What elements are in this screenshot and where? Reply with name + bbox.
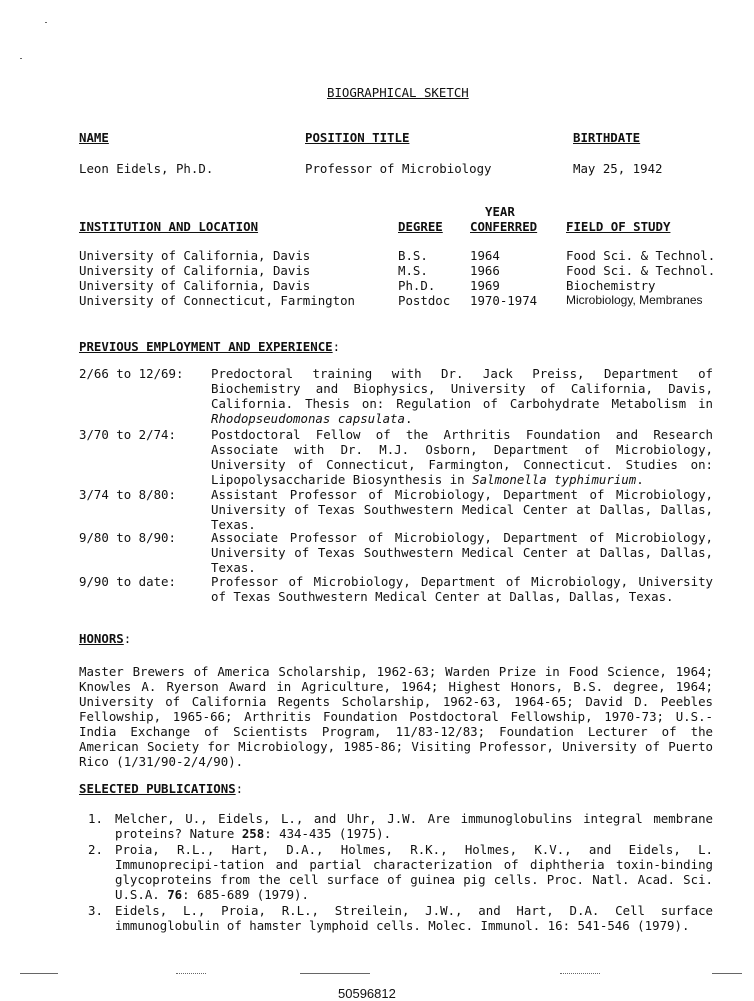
position-header: POSITION TITLE — [305, 130, 410, 145]
employment-description: Predoctoral training with Dr. Jack Preiss, Department of Biochemistry and Biophysics, University of California, Davis, California. Thesis on: Regulation of Carbohydrate Metabolism in Rhodopseudomonas capsulata. — [211, 366, 713, 426]
scan-mark — [20, 973, 58, 974]
person-position: Professor of Microbiology — [305, 161, 492, 176]
degree-header: DEGREE — [398, 219, 443, 234]
edu-degree: Postdoc — [398, 293, 451, 308]
honors-text: Master Brewers of America Scholarship, 1962-63; Warden Prize in Food Science, 1964; Knowles A. Ryerson Award in Agriculture, 1964; Highest Honors, B.S. degree, 1964; University of California Regents Scholarship, 1962-63, 1964-65; David D. Peebles Fellowship, 1965-66; Arthritis Foundation Postdoctoral Fellowship, 1970-73; U.S.-India Exchange of Scientists Program, 11/83-12/83; Foundation Lecturer of the American Society for Microbiology, 1985-86; Visiting Professor, University of Puerto Rico (1/31/90-2/4/90). — [79, 664, 713, 769]
year-header-bottom: CONFERRED — [470, 219, 538, 234]
publication-citation: Proia, R.L., Hart, D.A., Holmes, R.K., Holmes, K.V., and Eidels, L. Immunoprecipi-tation and partial characterization of diphtheria toxin-binding glycoproteins from the cell surface of guinea pig cells. Proc. Natl. Acad. Sci. U.S.A. 76: 685-689 (1979). — [115, 842, 713, 902]
scan-mark — [712, 973, 742, 974]
edu-year: 1969 — [470, 278, 500, 293]
edu-year: 1964 — [470, 248, 500, 263]
edu-degree: M.S. — [398, 263, 428, 278]
person-name: Leon Eidels, Ph.D. — [79, 161, 214, 176]
employment-dates: 9/80 to 8/90: — [79, 530, 176, 545]
employment-heading: PREVIOUS EMPLOYMENT AND EXPERIENCE: — [79, 339, 341, 354]
scan-mark — [300, 973, 370, 974]
employment-dates: 3/74 to 8/80: — [79, 487, 176, 502]
employment-description: Postdoctoral Fellow of the Arthritis Foundation and Research Associate with Dr. M.J. Osborn, Department of Microbiology, University of Connecticut, Farmington, Connecticut. Studies on: Lipopolysaccharide Biosynthesis in Salmonella typhimurium. — [211, 427, 713, 487]
edu-degree: Ph.D. — [398, 278, 436, 293]
employment-dates: 2/66 to 12/69: — [79, 366, 184, 381]
publications-heading: SELECTED PUBLICATIONS: — [79, 781, 244, 796]
edu-institution: University of California, Davis — [79, 263, 311, 278]
publication-citation: Eidels, L., Proia, R.L., Streilein, J.W., and Hart, D.A. Cell surface immunoglobulin of hamster lymphoid cells. Molec. Immunol. 16: 541-546 (1979). — [115, 903, 713, 933]
birthdate-header: BIRTHDATE — [573, 130, 641, 145]
scan-mark — [45, 22, 47, 23]
edu-field: Microbiology, Membranes — [566, 293, 703, 307]
institution-header: INSTITUTION AND LOCATION — [79, 219, 259, 234]
scan-mark — [176, 973, 206, 974]
employment-dates: 9/90 to date: — [79, 574, 176, 589]
honors-heading: HONORS: — [79, 631, 132, 646]
person-birthdate: May 25, 1942 — [573, 161, 663, 176]
year-header-top: YEAR — [485, 204, 515, 219]
publication-number: 1. — [88, 811, 103, 826]
edu-institution: University of Connecticut, Farmington — [79, 293, 356, 308]
publication-number: 3. — [88, 903, 103, 918]
edu-institution: University of California, Davis — [79, 278, 311, 293]
edu-institution: University of California, Davis — [79, 248, 311, 263]
edu-year: 1966 — [470, 263, 500, 278]
scan-mark — [560, 973, 600, 974]
scan-mark — [20, 58, 22, 59]
field-header: FIELD OF STUDY — [566, 219, 671, 234]
publication-number: 2. — [88, 842, 103, 857]
employment-description: Associate Professor of Microbiology, Department of Microbiology, University of Texas Southwestern Medical Center at Dallas, Dallas, Texas. — [211, 530, 713, 575]
edu-field: Food Sci. & Technol. — [566, 263, 716, 278]
edu-year: 1970-1974 — [470, 293, 538, 308]
edu-degree: B.S. — [398, 248, 428, 263]
employment-description: Assistant Professor of Microbiology, Department of Microbiology, University of Texas Southwestern Medical Center at Dallas, Dallas, Texas. — [211, 487, 713, 532]
edu-field: Biochemistry — [566, 278, 656, 293]
employment-description: Professor of Microbiology, Department of Microbiology, University of Texas Southwestern Medical Center at Dallas, Dallas, Texas. — [211, 574, 713, 604]
document-id: 50596812 — [338, 986, 396, 1001]
publication-citation: Melcher, U., Eidels, L., and Uhr, J.W. Are immunoglobulins integral membrane proteins? Nature 258: 434-435 (1975). — [115, 811, 713, 841]
page-title: BIOGRAPHICAL SKETCH — [327, 85, 469, 100]
edu-field: Food Sci. & Technol. — [566, 248, 716, 263]
name-header: NAME — [79, 130, 109, 145]
employment-dates: 3/70 to 2/74: — [79, 427, 176, 442]
